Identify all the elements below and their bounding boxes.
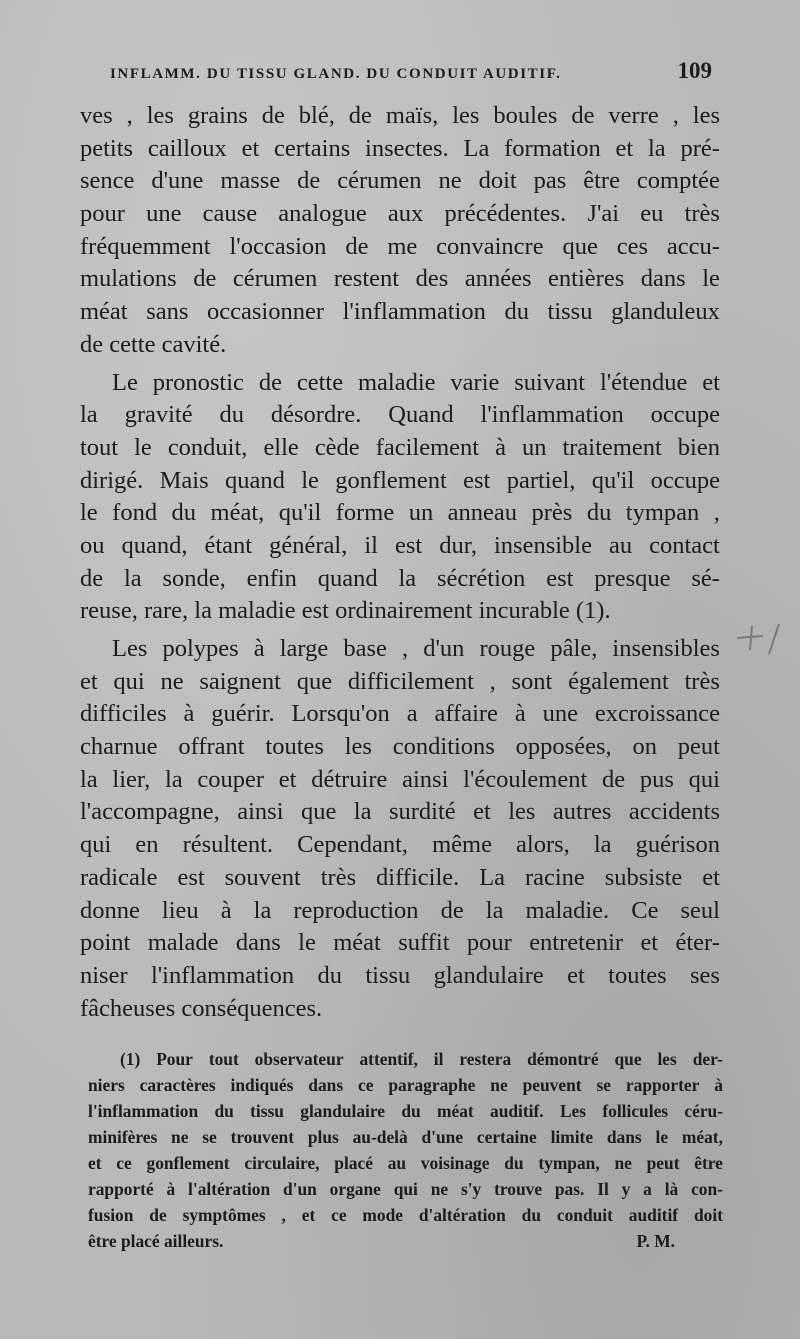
- text-line: tout le conduit, elle cède facilement à un traitement bien: [80, 433, 720, 461]
- text-line: niser l'inflammation du tissu glandulaire et toutes ses: [80, 961, 720, 989]
- footnote: [88, 1046, 723, 1254]
- paragraph: [80, 100, 720, 362]
- text-line: donne lieu à la reproduction de la maladie. Ce seul: [80, 896, 720, 924]
- text-line: Les polypes à large base , d'un rouge pâle, insensibles: [112, 635, 720, 662]
- text-line: fâcheuses conséquences.: [80, 994, 323, 1022]
- text-line: pour une cause analogue aux précédentes. J'ai eu très: [80, 200, 720, 228]
- text-line: Le pronostic de cette maladie varie suivant l'étendue et: [112, 368, 720, 396]
- text-line: dirigé. Mais quand le gonflement est partiel, qu'il occupe: [80, 466, 720, 494]
- text-line: radicale est souvent très difficile. La racine subsiste et: [80, 863, 720, 891]
- text-line: charnue offrant toutes les conditions opposées, on peut: [80, 733, 720, 761]
- text-line: de cette cavité.: [80, 330, 227, 358]
- footnote-line: l'inflammation du tissu glandulaire du méat auditif. Les follicules céru-: [88, 1101, 723, 1121]
- text-line: reuse, rare, la maladie est ordinairement incurable (1).: [80, 597, 611, 625]
- text-line: ves , les grains de blé, de maïs, les boules de verre , les: [80, 102, 720, 129]
- handwritten-mark-icon: [735, 622, 795, 656]
- text-line: qui en résultent. Cependant, même alors, la guérison: [80, 831, 720, 859]
- footnote-line: fusion de symptômes , et ce mode d'altération du conduit auditif doit: [88, 1205, 723, 1225]
- text-line: fréquemment l'occasion de me convaincre que ces accu-: [80, 232, 720, 260]
- text-line: méat sans occasionner l'inflammation du tissu glanduleux: [80, 298, 720, 326]
- text-line: l'accompagne, ainsi que la surdité et les autres accidents: [80, 798, 720, 826]
- text-line: point malade dans le méat suffit pour entretenir et éter-: [80, 929, 720, 957]
- page-number: 109: [677, 58, 712, 83]
- body-text: [80, 100, 720, 1025]
- running-title: INFLAMM. DU TISSU GLAND. DU CONDUIT AUDITIF.: [110, 66, 562, 82]
- footnote-last-line: [88, 1228, 723, 1254]
- footnote-line: être placé ailleurs.: [88, 1231, 224, 1251]
- footnote-line: niers caractères indiqués dans ce paragraphe ne peuvent se rapporter à: [88, 1075, 723, 1095]
- running-head: [110, 58, 712, 88]
- footnote-signature: P. M.: [636, 1231, 675, 1251]
- text-line: petits cailloux et certains insectes. La formation et la pré-: [80, 134, 720, 162]
- text-line: sence d'une masse de cérumen ne doit pas être comptée: [80, 167, 720, 195]
- text-line: ou quand, étant général, il est dur, insensible au contact: [80, 531, 720, 559]
- footnote-line: (1) Pour tout observateur attentif, il restera démontré que les der-: [120, 1049, 723, 1069]
- text-line: de la sonde, enfin quand la sécrétion est presque sé-: [80, 564, 720, 592]
- text-line: le fond du méat, qu'il forme un anneau près du tympan ,: [80, 499, 720, 527]
- footnote-line: minifères ne se trouvent plus au-delà d'une certaine limite dans le méat,: [88, 1127, 723, 1147]
- text-line: difficiles à guérir. Lorsqu'on a affaire à une excroissance: [80, 700, 720, 728]
- text-line: et qui ne saignent que difficilement , sont également très: [80, 667, 720, 695]
- footnote-line: rapporté à l'altération d'un organe qui ne s'y trouve pas. Il y a là con-: [88, 1179, 723, 1199]
- paragraph: [80, 633, 720, 1025]
- margin-annotation: [735, 622, 795, 656]
- text-line: la gravité du désordre. Quand l'inflammation occupe: [80, 401, 720, 429]
- text-line: mulations de cérumen restent des années entières dans le: [80, 265, 720, 293]
- text-line: la lier, la couper et détruire ainsi l'écoulement de pus qui: [80, 765, 720, 793]
- paragraph: [80, 367, 720, 629]
- footnote-line: et ce gonflement circulaire, placé au voisinage du tympan, ne peut être: [88, 1153, 723, 1173]
